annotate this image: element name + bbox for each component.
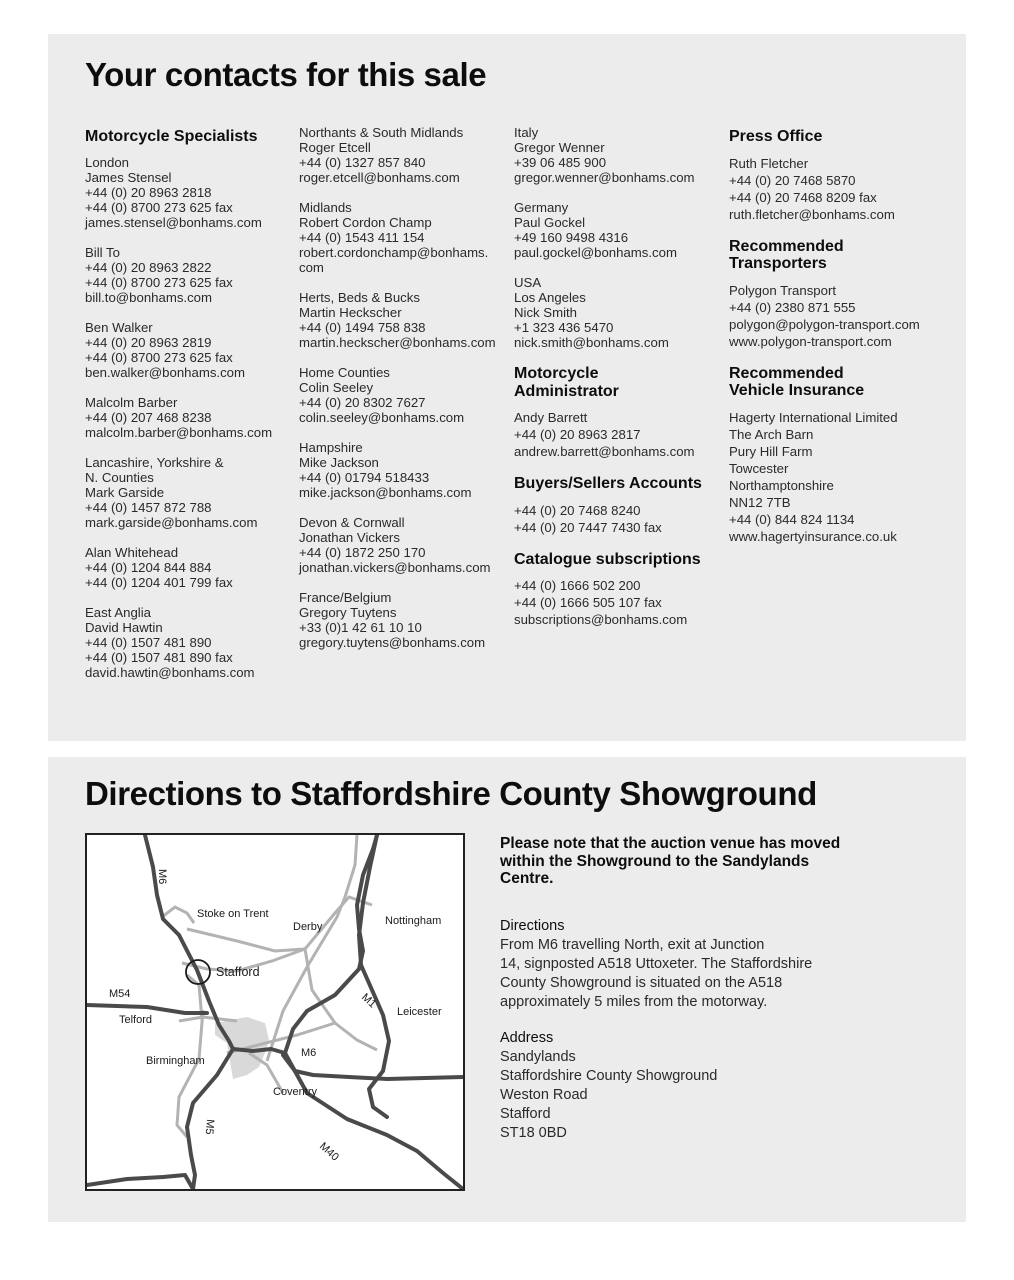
contacts-column-regional xyxy=(299,125,509,650)
contacts-column-international xyxy=(514,125,724,628)
contact-entry-text: Lancashire, Yorkshire & N. Counties Mark Garside +44 (0) 1457 872 788 mark.garside@bonhams.com xyxy=(85,454,258,530)
contact-entry-text: London James Stensel +44 (0) 20 8963 2818 +44 (0) 8700 273 625 fax james.stensel@bonhams.com xyxy=(85,154,262,230)
map-label-m40: M40 xyxy=(316,1140,341,1164)
contact-entry xyxy=(85,605,290,680)
map-label-coventry: Coventry xyxy=(273,1086,318,1098)
map-label-nottingham: Nottingham xyxy=(385,915,442,927)
contact-entry xyxy=(514,125,724,185)
contacts-panel xyxy=(48,34,966,741)
press-office-contact xyxy=(729,155,954,223)
contact-entry xyxy=(299,125,509,185)
contact-entry-text: East Anglia David Hawtin +44 (0) 1507 481 890 +44 (0) 1507 481 890 fax david.hawtin@bonhams.com xyxy=(85,604,255,680)
directions-block xyxy=(500,917,860,1012)
m6-north-road xyxy=(145,835,233,1049)
a-road xyxy=(187,897,372,951)
contact-entry-text: Home Counties Colin Seeley +44 (0) 20 8302 7627 colin.seeley@bonhams.com xyxy=(299,365,465,425)
buyers-sellers-contact-text: +44 (0) 20 7468 8240 +44 (0) 20 7447 7430 fax xyxy=(514,502,662,535)
contact-entry-text: Ben Walker +44 (0) 20 8963 2819 +44 (0) 8700 273 625 fax ben.walker@bonhams.com xyxy=(85,319,245,380)
transporters-contact-text: Polygon Transport +44 (0) 2380 871 555 polygon@polygon-transport.com www.polygon-transport.com xyxy=(729,282,920,349)
directions-panel xyxy=(48,757,966,1222)
contact-entry xyxy=(299,290,509,350)
catalogue-contact-text: +44 (0) 1666 502 200 +44 (0) 1666 505 107 fax subscriptions@bonhams.com xyxy=(514,578,688,627)
motorcycle-administrator-heading: Motorcycle Administrator xyxy=(514,365,619,400)
map-label-m54: M54 xyxy=(109,988,131,1000)
administrator-contact xyxy=(514,409,724,460)
contact-entry xyxy=(299,590,509,650)
contact-entry-text: Midlands Robert Cordon Champ +44 (0) 1543 411 154 robert.cordonchamp@bonhams. com xyxy=(299,200,489,275)
map-label-m6-south: M6 xyxy=(301,1047,317,1059)
contact-entry xyxy=(85,155,290,230)
contact-entry xyxy=(514,200,724,260)
contact-entry-text: Bill To +44 (0) 20 8963 2822 +44 (0) 8700 273 625 fax bill.to@bonhams.com xyxy=(85,244,233,305)
contact-entry-text: Alan Whitehead +44 (0) 1204 844 884 +44 (0) 1204 401 799 fax xyxy=(85,544,233,590)
address-heading: Address xyxy=(500,1030,554,1046)
contact-entry-text: Italy Gregor Wenner +39 06 485 900 gregor.wenner@bonhams.com xyxy=(514,125,695,185)
map-label-derby: Derby xyxy=(293,921,323,933)
map-label-m6-north: M6 xyxy=(156,869,168,885)
map-label-stafford: Stafford xyxy=(216,965,260,979)
contact-entry xyxy=(85,245,290,305)
a-road xyxy=(179,1017,237,1021)
link-road xyxy=(87,1175,193,1189)
contact-entry-text: France/Belgium Gregory Tuytens +33 (0)1 42 61 10 10 gregory.tuytens@bonhams.com xyxy=(299,590,486,650)
contact-entry-text: USA Los Angeles Nick Smith +1 323 436 5470 nick.smith@bonhams.com xyxy=(514,275,669,350)
catalogue-heading: Catalogue subscriptions xyxy=(514,550,701,568)
contact-entry-text: Devon & Cornwall Jonathan Vickers +44 (0) 1872 250 170 jonathan.vickers@bonhams.com xyxy=(299,515,491,575)
contact-entry-text: Germany Paul Gockel +49 160 9498 4316 paul.gockel@bonhams.com xyxy=(514,200,677,260)
contact-entry-text: Malcolm Barber +44 (0) 207 468 8238 malcolm.barber@bonhams.com xyxy=(85,394,273,440)
directions-title: Directions to Staffordshire County Showground xyxy=(85,775,817,812)
address-block xyxy=(500,1029,860,1143)
administrator-contact-text: Andy Barrett +44 (0) 20 8963 2817 andrew.barrett@bonhams.com xyxy=(514,410,695,459)
m54-road xyxy=(87,1005,207,1013)
transporters-heading: Recommended Transporters xyxy=(729,237,844,272)
directions-heading: Directions xyxy=(500,918,565,934)
map-svg xyxy=(87,835,463,1189)
contact-entry-text: Hampshire Mike Jackson +44 (0) 01794 518433 mike.jackson@bonhams.com xyxy=(299,440,472,500)
buyers-sellers-contact xyxy=(514,502,724,536)
directions-text: From M6 travelling North, exit at Junction 14, signposted A518 Uttoxeter. The Staffordshire County Showground is situated on the A518 approximately 5 miles from the motorway. xyxy=(500,937,813,1010)
map-label-m1: M1 xyxy=(358,991,379,1011)
venue-notice: Please note that the auction venue has moved within the Showground to the Sandylands Centre. xyxy=(500,835,841,887)
buyers-sellers-heading: Buyers/Sellers Accounts xyxy=(514,475,702,492)
a-road xyxy=(267,835,357,1061)
map-label-leicester: Leicester xyxy=(397,1006,442,1018)
catalogue-contact xyxy=(514,577,724,628)
contact-entry xyxy=(299,440,509,500)
contact-entry xyxy=(85,395,290,440)
contact-entry xyxy=(299,200,509,275)
contact-entry xyxy=(85,545,290,590)
contact-entry xyxy=(85,320,290,380)
location-map xyxy=(85,833,465,1191)
motorcycle-specialists-heading: Motorcycle Specialists xyxy=(85,128,258,145)
insurance-heading: Recommended Vehicle Insurance xyxy=(729,364,865,399)
transporters-contact xyxy=(729,282,954,350)
map-label-telford: Telford xyxy=(119,1014,153,1026)
contact-entry xyxy=(299,365,509,425)
map-label-stoke: Stoke on Trent xyxy=(197,908,269,920)
contact-entry xyxy=(299,515,509,575)
contact-entry-text: Herts, Beds & Bucks Martin Heckscher +44 (0) 1494 758 838 martin.heckscher@bonhams.com xyxy=(299,290,496,350)
press-office-heading: Press Office xyxy=(729,128,823,145)
contacts-column-services xyxy=(729,125,954,545)
insurance-contact-text: Hagerty International Limited The Arch Barn Pury Hill Farm Towcester Northamptonshire NN12 7TB +44 (0) 844 824 1134 www.hagertyinsurance.co.uk xyxy=(729,409,898,544)
contact-entry xyxy=(514,275,724,350)
press-office-contact-text: Ruth Fletcher +44 (0) 20 7468 5870 +44 (0) 20 7468 8209 fax ruth.fletcher@bonhams.com xyxy=(729,155,895,222)
contact-entry xyxy=(85,455,290,530)
map-label-m5: M5 xyxy=(202,1118,216,1136)
map-label-birmingham: Birmingham xyxy=(146,1055,205,1067)
insurance-contact xyxy=(729,409,954,545)
contacts-title: Your contacts for this sale xyxy=(85,56,487,93)
contact-entry-text: Northants & South Midlands Roger Etcell +44 (0) 1327 857 840 roger.etcell@bonhams.com xyxy=(299,125,464,185)
address-text: Sandylands Staffordshire County Showground Weston Road Stafford ST18 0BD xyxy=(500,1049,718,1141)
contacts-column-specialists xyxy=(85,125,290,680)
